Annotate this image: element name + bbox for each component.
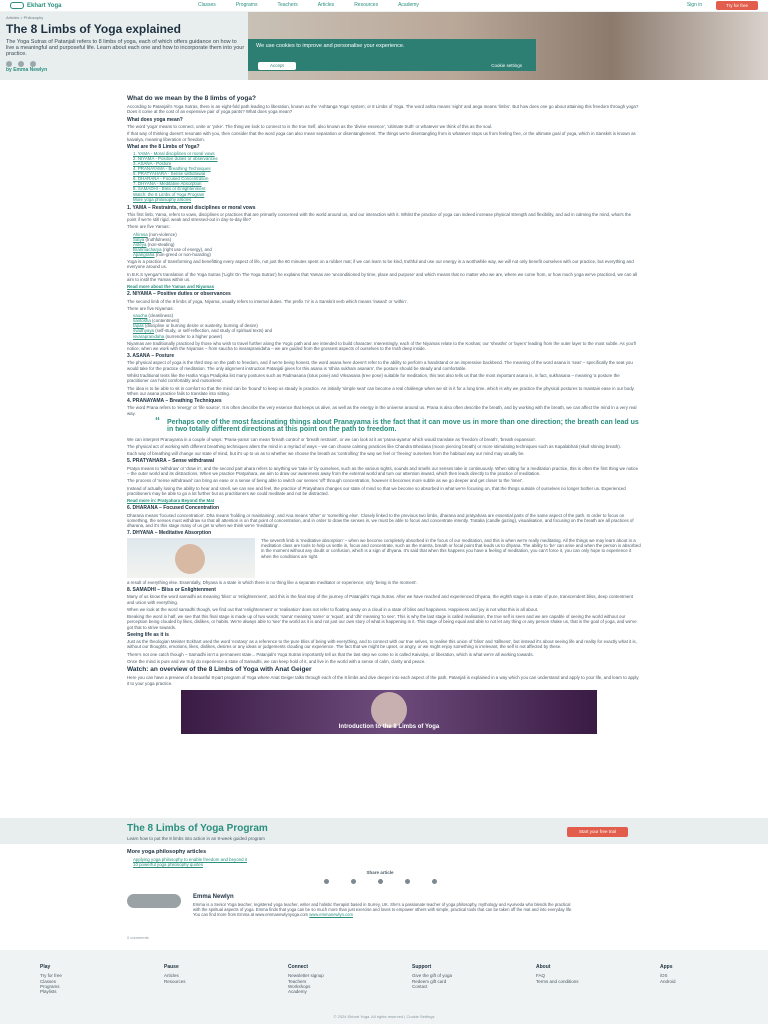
whatsapp-icon[interactable] xyxy=(405,879,410,884)
footer-column xyxy=(660,964,768,995)
section-heading: 6. DHARANA – Focused Concentration xyxy=(127,505,220,512)
toc-link[interactable]: 4. PRANAYAMA - Breathing Techniques xyxy=(133,166,211,172)
footer-link[interactable]: Android xyxy=(660,978,676,984)
more-articles-heading: More yoga philosophy articles xyxy=(127,849,207,855)
cookie-settings-link[interactable]: Cookie settings xyxy=(491,63,522,68)
article-body xyxy=(127,94,641,734)
footer-link[interactable]: Classes xyxy=(40,978,57,984)
footer-column xyxy=(412,964,536,995)
footer-link[interactable]: Programs xyxy=(40,984,60,990)
paragraph: The idea is to be able to sit in comfort so that the mind can be 'bound' to keep us steady in practice. An initially 'simple seat' can become a real challenge when we sit in it for a long time, which is why we practice the physical postures to maintain ease in our body. When our asana practice fails to translate into sitting. xyxy=(127,385,635,396)
term-link[interactable]: santosha xyxy=(133,318,151,324)
share-icons xyxy=(300,879,460,884)
paragraph: There's not one catch though – Samadhi isn't a permanent state... Patanjali's Yoga Sutras importantly tell us that the last step we come to is called Kaivalya, or liberation, which is what we're all working towards. xyxy=(127,651,534,657)
footer-link[interactable]: Redeem gift card xyxy=(412,978,447,984)
term-link[interactable]: Ahimsa xyxy=(133,231,148,237)
yama-list xyxy=(127,232,641,257)
author-bio-text: Emma is a Senior Yoga teacher, registered yoga teacher, writer and holistic therapist based in Surrey, UK. She's a passionate teacher of yoga philosophy, mythology and Ayurveda who blends the practical with the spiritual aspects of yoga. Emma finds that yoga can be so much more than just exercise and loves to empower others with simple, practical tools that can be taken off the mat and into everyday life. You can find more from Emma at www.emmanewlynyoga.com xyxy=(193,902,573,918)
nav-right xyxy=(687,1,758,11)
paragraph: In B.K.S Iyengar's translation of the Yoga Sutras ('Light On The Yoga Sutras') he explains that Yamas are 'unconditioned by time, place and purpose' and which means that no matter who we are, where we come from, or how much yoga we've practiced, we can all aim to instil the Yamas within us. xyxy=(127,271,637,282)
footer-heading: Play xyxy=(40,964,51,970)
nav-academy[interactable]: Academy xyxy=(398,2,419,9)
list-item xyxy=(127,252,641,257)
logo-icon xyxy=(10,2,24,9)
nav-resources[interactable]: Resources xyxy=(354,2,379,9)
footer-link[interactable]: Academy xyxy=(288,989,307,995)
cookie-text: We use cookies to improve and personalise your experience. xyxy=(256,43,405,49)
logo-text: Ekhart Yoga xyxy=(27,2,62,9)
footer-heading: Connect xyxy=(288,964,308,970)
cookie-banner xyxy=(248,39,536,71)
section-heading: What do we mean by the 8 limbs of yoga? xyxy=(127,95,256,102)
term-description: (surrender to a higher power) xyxy=(164,333,223,339)
link-icon[interactable] xyxy=(432,879,437,884)
section-heading: 3. ASANA – Posture xyxy=(127,353,175,360)
top-navigation xyxy=(0,0,768,12)
toc-link[interactable]: Watch: the 8 Limbs of Yoga Program xyxy=(133,191,205,197)
footer-link[interactable]: Resources xyxy=(164,978,186,984)
pinterest-icon[interactable] xyxy=(30,61,36,67)
try-free-button[interactable]: Try for free xyxy=(716,1,758,11)
paragraph: Each way of breathing will change our state of mind, but it's up to us as to whether we choose the breath as 'controlling' the way we feel or 'freeing' ourselves from the habitual way our mind may usually be. xyxy=(127,451,525,457)
twitter-icon[interactable] xyxy=(351,879,356,884)
paragraph: There are five Yamas: xyxy=(127,224,170,230)
more-articles-list xyxy=(127,857,641,867)
footer-link[interactable]: Playlists xyxy=(40,989,57,995)
toc-heading: What are the 8 Limbs of Yoga? xyxy=(127,143,200,150)
hero-share-row xyxy=(6,61,246,67)
twitter-icon[interactable] xyxy=(18,61,24,67)
term-description: (contentment) xyxy=(150,318,180,324)
nav-programs[interactable]: Programs xyxy=(235,2,258,9)
program-subtitle: Learn how to put the 8 limbs into action in an 8-week guided program xyxy=(127,835,265,841)
page-subtitle: The Yoga Sutras of Patanjali refers to 8 limbs of yoga, each of which offers guidance on how to live a meaningful and purposeful life. Learn about each one and how to incorporate them into your practice. xyxy=(6,38,245,58)
term-description: (self-study, or self-reflection, and study of spiritual texts) and xyxy=(154,328,273,334)
nav-classes[interactable]: Classes xyxy=(198,2,216,9)
related-article-link[interactable]: Applying yoga philosophy to enable freedom and beyond it xyxy=(133,856,247,862)
paragraph: The second limb of the 8 limbs of yoga, Niyama, usually refers to internal duties. The prefix 'ni' is a Sanskrit verb which means 'inward' or 'within'. xyxy=(127,298,408,304)
term-description: (cleanliness) xyxy=(147,313,174,319)
footer-link[interactable]: Workshops xyxy=(288,984,311,990)
paragraph: The word 'yoga' means to connect, unite or 'yoke'. The thing we look to connect to is the true Self, also known as the 'divine essence', 'ultimate truth' or whatever we think of this as the soul. xyxy=(127,123,493,129)
footer-columns xyxy=(40,964,768,995)
footer-column xyxy=(536,964,660,995)
section-heading: 4. PRANAYAMA – Breathing Techniques xyxy=(127,398,222,405)
footer-link[interactable]: Terms and conditions xyxy=(536,978,579,984)
section-heading: 2. NIYAMA – Positive duties or observances xyxy=(127,291,231,298)
toc-link[interactable]: 1. YAMA - Moral disciplines or moral vows xyxy=(133,151,215,157)
paragraph: a result of everything else. Essentially, Dhyana is a state in which there is no thing like a separate meditator or experience; only 'being in the moment'. xyxy=(127,579,418,585)
main-nav xyxy=(198,2,419,8)
section-heading: 5. PRATYAHARA – Sense withdrawal xyxy=(127,458,215,465)
term-description: (non-violence) xyxy=(147,231,177,237)
term-link[interactable]: Aparigraha xyxy=(133,252,155,257)
paragraph: The word Prana refers to 'energy' or 'life source'. It is often describe the very essence that keeps us alive, as well as the energy in the universe around us. Prana is also often describe the breath, and by working with the breath, we can affect the mind in a very real way. xyxy=(127,405,637,416)
cookie-accept-button[interactable]: Accept xyxy=(258,62,296,70)
author-byline[interactable]: by Emma Newlyn xyxy=(6,67,48,73)
paragraph: There are five Niyamas: xyxy=(127,306,174,311)
toc-link[interactable]: 3. ASANA - Posture xyxy=(133,161,172,167)
term-link[interactable]: Brahmacharya xyxy=(133,246,162,252)
footer-link[interactable]: Give the gift of yoga xyxy=(412,973,453,979)
term-link[interactable]: saucha xyxy=(133,313,148,319)
paragraph: Here you can have a preview of a beautiful 8-part program of Yoga where Anat Geiger talks through each of the 8 limbs and dive deeper into each aspect of the path. Patanjali is explained in a way which you can understand and apply to your life, and learn to apply it to your yoga practice. xyxy=(127,675,639,686)
video-title: Introduction to the 8 Limbs of Yoga xyxy=(338,723,440,730)
footer-link[interactable]: Newsletter signup xyxy=(288,973,324,979)
paragraph: Just as the theologian Meister Eckhart used the word 'ecstasy' as a reference to the pure bliss of being with everything, and to connect with our true selves, to realise this union of 'bliss' and 'stillness', but instead it's about seeing life and reality for exactly what it is, without our thoughts, emotions, likes, dislikes, desires or any ideas or judgements clouding our experience. The fact that we might be upset, or angry, or we might enjoy something is irrelevant, the self is not affected by these. xyxy=(127,639,637,650)
section-heading: What does yoga mean? xyxy=(127,116,183,123)
footer-column xyxy=(40,964,164,995)
section-heading: Watch: an overview of the 8 Limbs of Yoga with Anat Geiger xyxy=(127,666,312,674)
share-article xyxy=(300,870,460,884)
logo[interactable] xyxy=(10,2,180,9)
toc-link[interactable]: More yoga philosophy articles xyxy=(133,196,192,202)
start-free-trial-button[interactable]: Start your free trial xyxy=(567,827,628,837)
toc-link[interactable]: 6. DHARANA - Focused Concentration xyxy=(133,176,209,182)
term-description: (non-stealing) xyxy=(146,241,175,247)
share-label: Share article xyxy=(366,870,394,875)
footer-heading: Support xyxy=(412,964,432,970)
video-player[interactable] xyxy=(181,690,597,734)
paragraph: The process of 'sense withdrawal' can bring an ease or a sense of being able to switch our senses 'off' through concentration, however it becomes more subtle as we go deeper and get closer to the 'inner'. xyxy=(127,478,524,484)
paragraph: This first limb, Yama, refers to vows, disciplines or practices that are primarily concerned with the world around us, and our interaction with it. Whilst the practice of yoga can indeed increase physical strength and flexibility, and aid in calming the mind, what's the point if we're still rigid, weak and stressed-out in day-to-day life? xyxy=(127,211,632,223)
read-more-link[interactable]: Read more about the Yamas and Niyamas xyxy=(127,284,215,290)
paragraph: Niyamas are traditionally practiced by those who wish to travel further along the Yogic path and are intended to build character. Interestingly, each of the Niyamas relate to the Koshas; our 'sheaths' or 'layers' leading from the outer layer to the most subtle. As you'll notice, when we work with the Niyamas – from saucha to isvarapranidaha – we are guided from the grossest aspects of ourselves to the truth deep inside. xyxy=(127,340,636,351)
related-article-link[interactable]: 10 powerful yoga philosophy quotes xyxy=(133,861,204,867)
paragraph: According to Patanjali's Yoga Sutras, there is an eight-fold path leading to liberation, known as the 'Ashtanga Yoga' system; or 8 Limbs of Yoga. The word ashta means 'eight' and anga means 'limbs'. But how does one go about attaining this freedom through yoga? Does it come at the cost of an expensive pair of yoga pants? What does yoga mean? xyxy=(127,104,639,115)
footer xyxy=(0,950,768,1024)
author-website-link[interactable]: www.emmanewlyn.com xyxy=(309,912,353,918)
pinterest-icon[interactable] xyxy=(378,879,383,884)
paragraph: We can interpret Pranayama in a couple of ways: 'Prana-yama' can mean 'breath control' or 'breath restraint', or we can look at it as 'prana-ayama' which would translate as 'freedom of breath', 'breath expansion'. xyxy=(127,436,537,442)
toc-link[interactable]: 8. SAMADHI - Bliss or Enlightenment xyxy=(133,186,206,192)
paragraph: If that way of thinking doesn't resonate with you, then consider that the word yoga can also mean separation or disentanglement. The things we're disentangling from is whatever stops us from feeling free, or the ultimate goal of yoga, which in Sanskrit is known as kaivalya, meaning liberation or freedom. xyxy=(127,131,636,142)
breadcrumb[interactable]: Articles > Philosophy xyxy=(6,15,44,20)
paragraph: The seventh limb is 'meditative absorption' – when we become completely absorbed in the focus of our meditation, and this is when we're really meditating. All the things we may learn about in a meditation class are tools to help us settle in, focus and concentrate, such as the mantra, breath or focal point that leads us to dhyana. The ability to 'be' can arise and when the person is absorbed in the moment without any doubt or confusion, which is a sign of dhyana. It's said that when this happens you have a feeling of meditation, you can't force it, you can only hope to experience it when the conditions are right. xyxy=(261,537,641,559)
read-more-link[interactable]: Read more in: Pratyahara Beyond the Mat xyxy=(127,498,215,504)
sign-in-link[interactable]: Sign in xyxy=(686,2,703,9)
footer-heading: About xyxy=(536,964,551,970)
niyama-list xyxy=(127,313,641,338)
paragraph: Many of us know the word samadhi as meaning 'bliss' or 'enlightenment', and this is the final step of the journey of Patanjali's Yoga Sutras. After we have reached and experienced Dhyana, the eighth stage is a state of pure, transcendent bliss, deep contentment and union with everything. xyxy=(127,594,634,605)
copyright: © 2024 Ekhart Yoga. All rights reserved | Cookie Settings xyxy=(333,1014,435,1019)
term-description: (discipline or burning desire or austerity, burning of desire) xyxy=(143,323,258,329)
footer-heading: Apps xyxy=(660,964,673,970)
footer-column xyxy=(164,964,288,995)
section-heading: Seeing life as it is xyxy=(127,631,169,638)
author-name[interactable]: Emma Newlyn xyxy=(193,894,234,900)
avatar xyxy=(127,894,181,908)
footer-column xyxy=(288,964,412,995)
term-description: (non-greed or non-hoarding) xyxy=(154,252,211,257)
facebook-icon[interactable] xyxy=(6,61,12,67)
term-link[interactable]: isvarapranidaha xyxy=(133,333,165,339)
paragraph: When we look at the word samadhi though, we find out that 'enlightenment' or 'realisation' does not refer to floating away on a cloud in a state of bliss and happiness. Happiness and joy is not what this is all about. xyxy=(127,606,539,612)
toc-link[interactable]: 2. NIYAMA - Positive duties or observances xyxy=(133,156,218,162)
program-banner xyxy=(0,818,768,844)
meditation-image xyxy=(127,538,255,578)
more-articles xyxy=(127,847,641,870)
term-link[interactable]: tapas xyxy=(133,323,144,329)
toc-link[interactable]: 7. DHYANA - Meditative Absorption xyxy=(133,181,202,187)
term-description: (right use of energy), and xyxy=(161,246,212,252)
footer-link[interactable]: Try for free xyxy=(40,973,62,979)
author-bio xyxy=(193,902,573,917)
meditating-figure xyxy=(175,544,205,574)
paragraph: Breaking the word in half, we see that this final stage is made up of two words; 'sama' meaning 'same' or 'equal', and 'dhi' meaning 'to see'. This is why the last stage is called realisation, the true self is seen and we are capable of seeing the world without our perception being clouded by likes, dislikes, or habits. We're always able to 'see' the world as it is and not just our own story of what is happening in it. This stage of being equal and able to not let any thing or any person shake us, that is the goal of yoga, and we've got that to strive towards. xyxy=(127,614,637,630)
paragraph: Yoga is a practice of transforming and benefitting every aspect of life, not just the 60 minutes spent on a rubber mat; if we can learn to be kind, truthful and use our energy in a worthwhile way, we will not only benefit ourselves with our practice, but everything and everyone around us. xyxy=(127,259,634,270)
nav-teachers[interactable]: Teachers xyxy=(277,2,298,9)
paragraph: Instead of actually losing the ability to hear and smell, we can see and feel, the practice of Pratyahara changes our state of mind so that we become so absorbed in what we're focusing on, that the things outside of ourselves no longer bother us. Experienced practitioners may be able to go a lot further but as practitioners we could meditate and not be distracted. xyxy=(127,485,626,496)
section-heading: 1. YAMA – Restraints, moral disciplines or moral vows xyxy=(127,204,256,211)
program-title[interactable]: The 8 Limbs of Yoga Program xyxy=(127,823,268,834)
paragraph: The physical aspect of yoga is the third step on the path to freedom, and if we're being honest, the word asana here doesn't refer to the ability to perform a handstand or an impressive backbend. The meaning of the word asana is 'seat' – specifically the seat you would take for the practice of meditation. The only alignment instruction Patanjali gives for this asana is 'sthira sukham asanam', the posture should be steady and comfortable. xyxy=(127,360,633,371)
paragraph: Once the mind is pure and we truly do experience a state of Samadhi, we can keep hold of it, and live in the world with a sense of calm, clarity and peace. xyxy=(127,659,426,665)
list-item xyxy=(127,334,641,339)
paragraph: Pratya means to 'withdraw' or 'draw in', and the second part ahara refers to anything we 'take in' by ourselves, such as the various sights, sounds and smells our senses take in continuously. When sitting for a meditation practice, this is often the first thing we notice – the outer world and its distractions. When we practice Pratyahara, we aim to draw our awareness away from the external world and turn our attention inward, which then leads directly to the practice of meditation. xyxy=(127,465,639,476)
footer-link[interactable]: iOS xyxy=(660,973,668,979)
paragraph: The physical act of working with different breathing techniques alters the mind in a myriad of ways – we can choose calming practices like Chandra Bhedana (moon piercing breath) or more stimulating techniques such as Kapalabhati (skull shining breath). xyxy=(127,443,621,449)
page-title: The 8 Limbs of Yoga explained xyxy=(6,22,181,36)
footer-heading: Pause xyxy=(164,964,179,970)
footer-link[interactable]: Articles xyxy=(164,973,179,979)
footer-link[interactable]: Teachers xyxy=(288,978,307,984)
term-link[interactable]: Asteya xyxy=(133,241,147,247)
term-link[interactable]: svadhyaya xyxy=(133,328,154,334)
paragraph: Dharana means 'focused concentration'. Dha means 'holding or maintaining', and Ana means 'other' or 'something else'. Closely linked to the previous two limbs, dharana and pratyahara are essential parts of the same aspect of the path. In order to focus on something, the senses must withdraw so that all attention is on that point of concentration, and in order to draw the senses in, we must be able to focus and concentrate intently. Trataka (candle gazing), visualisation, and focusing on the breath are all practices of dharana, and it's this stage many of us get to when we think we're 'meditating'. xyxy=(127,512,634,529)
footer-link[interactable]: FAQ xyxy=(536,973,546,979)
hero-text xyxy=(6,15,246,67)
section-heading: 7. DHYANA – Meditative Absorption xyxy=(127,530,212,537)
footer-link[interactable]: Contact xyxy=(412,984,428,990)
term-description: (truthfulness) xyxy=(144,236,172,242)
term-link[interactable]: Satya xyxy=(133,236,145,242)
paragraph: Whilst traditional texts like the Hatha Yoga Pradipika list many postures such as Padmasana (lotus pose) and Vrksasana (tree pose) suitable for meditation, this text also tells us that the most important asana is, in fact, sukhasana – meaning 'a posture the practitioner can hold comfortably and motionless'. xyxy=(127,372,620,384)
toc-link[interactable]: 5. PRATYAHARA - Sense withdrawal xyxy=(133,171,206,177)
table-of-contents xyxy=(127,151,641,202)
facebook-icon[interactable] xyxy=(324,879,329,884)
section-heading: 8. SAMADHI – Bliss or Enlightenment xyxy=(127,587,216,593)
pull-quote: “ Perhaps one of the most fascinating things about Pranayama is the fact that it can move us in more than one direction; the breath can lead us in two totally different directions at this point on the path to freedom. xyxy=(167,419,641,434)
nav-articles[interactable]: Articles xyxy=(317,2,335,9)
comment-count[interactable]: 0 comments xyxy=(127,935,149,940)
